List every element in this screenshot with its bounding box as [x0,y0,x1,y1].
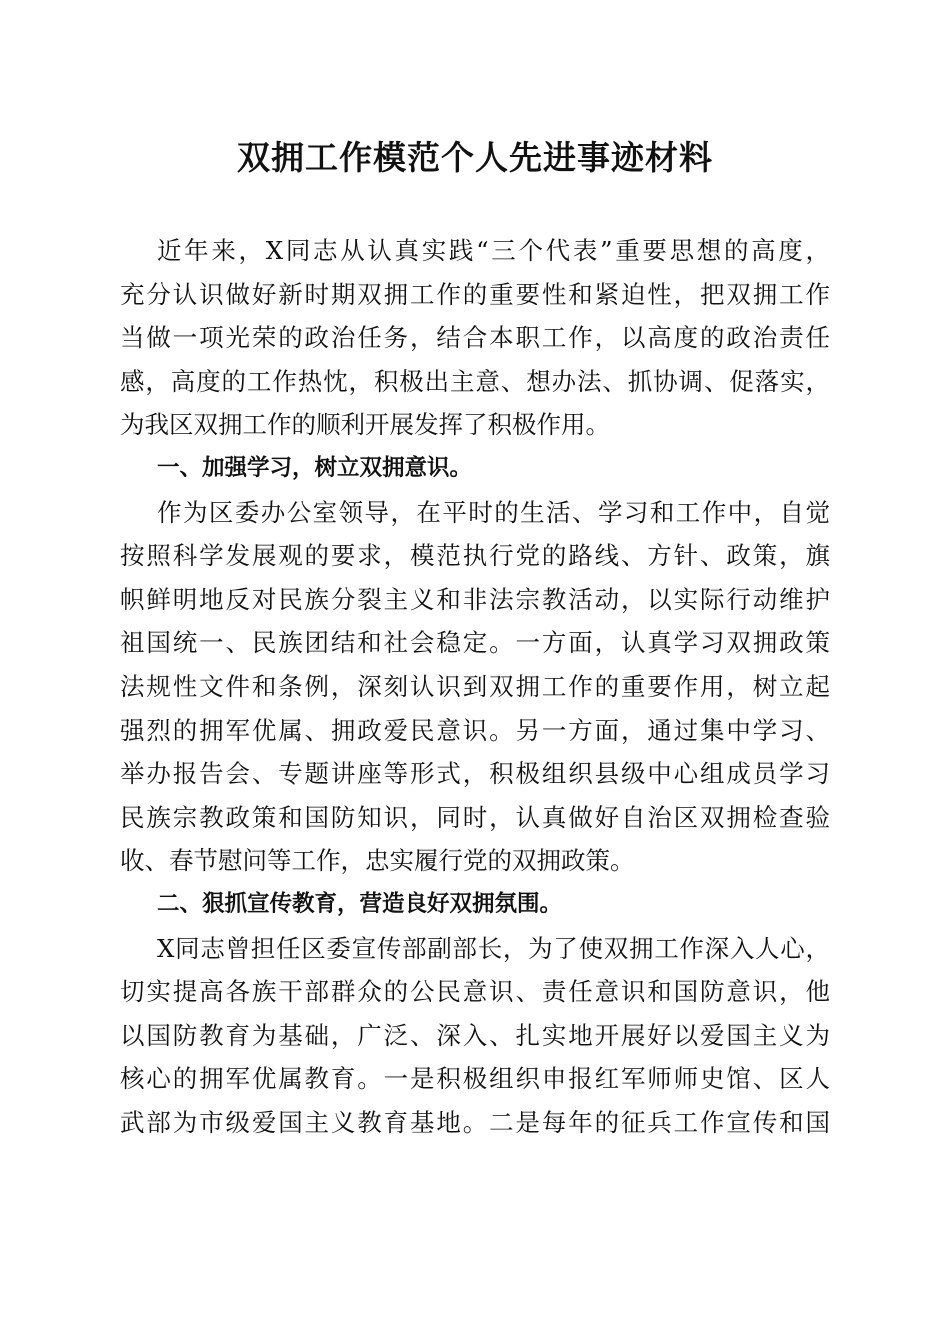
paragraph-line: 帜鲜明地反对民族分裂主义和非法宗教活动，以实际行动维护 [120,584,830,614]
document-body [120,229,830,1144]
paragraph-line: 近年来，X同志从认真实践“三个代表”重要思想的高度， [157,236,830,265]
section-heading: 二、狠抓宣传教育，营造良好双拥氛围。 [157,890,563,917]
paragraph-line: 按照科学发展观的要求，模范执行党的路线、方针、政策，旗 [120,541,830,571]
paragraph-line: 作为区委办公室领导，在平时的生活、学习和工作中，自觉 [157,497,830,527]
paragraph-line: 祖国统一、民族团结和社会稳定。一方面，认真学习双拥政策 [120,628,830,658]
paragraph-line: 当做一项光荣的政治任务，结合本职工作，以高度的政治责任 [120,323,830,353]
paragraph-line: 充分认识做好新时期双拥工作的重要性和紧迫性，把双拥工作 [120,279,830,309]
paragraph-line: 举办报告会、专题讲座等形式，积极组织县级中心组成员学习 [120,759,830,789]
paragraph-line: 以国防教育为基础，广泛、深入、扎实地开展好以爱国主义为 [120,1020,830,1050]
section-heading: 一、加强学习，树立双拥意识。 [157,454,473,481]
document-title: 双拥工作模范个人先进事迹材料 [237,138,713,177]
paragraph-line: 法规性文件和条例，深刻认识到双拥工作的重要作用，树立起 [120,671,830,701]
paragraph-line: 感，高度的工作热忱，积极出主意、想办法、抓协调、促落实， [120,366,830,396]
paragraph-line: 收、春节慰问等工作，忠实履行党的双拥政策。 [120,846,635,876]
paragraph-line: 强烈的拥军优属、拥政爱民意识。另一方面，通过集中学习、 [120,715,830,745]
paragraph-line: 核心的拥军优属教育。一是积极组织申报红军师师史馆、区人 [120,1064,830,1094]
paragraph-line: 民族宗教政策和国防知识，同时，认真做好自治区双拥检查验 [120,802,830,832]
paragraph-line: 武部为市级爱国主义教育基地。二是每年的征兵工作宣传和国 [120,1107,830,1137]
paragraph-line: X同志曾担任区委宣传部副部长，为了使双拥工作深入人心， [157,933,830,963]
paragraph-line: 切实提高各族干部群众的公民意识、责任意识和国防意识，他 [120,977,830,1007]
paragraph-line: 为我区双拥工作的顺利开展发挥了积极作用。 [120,410,610,440]
